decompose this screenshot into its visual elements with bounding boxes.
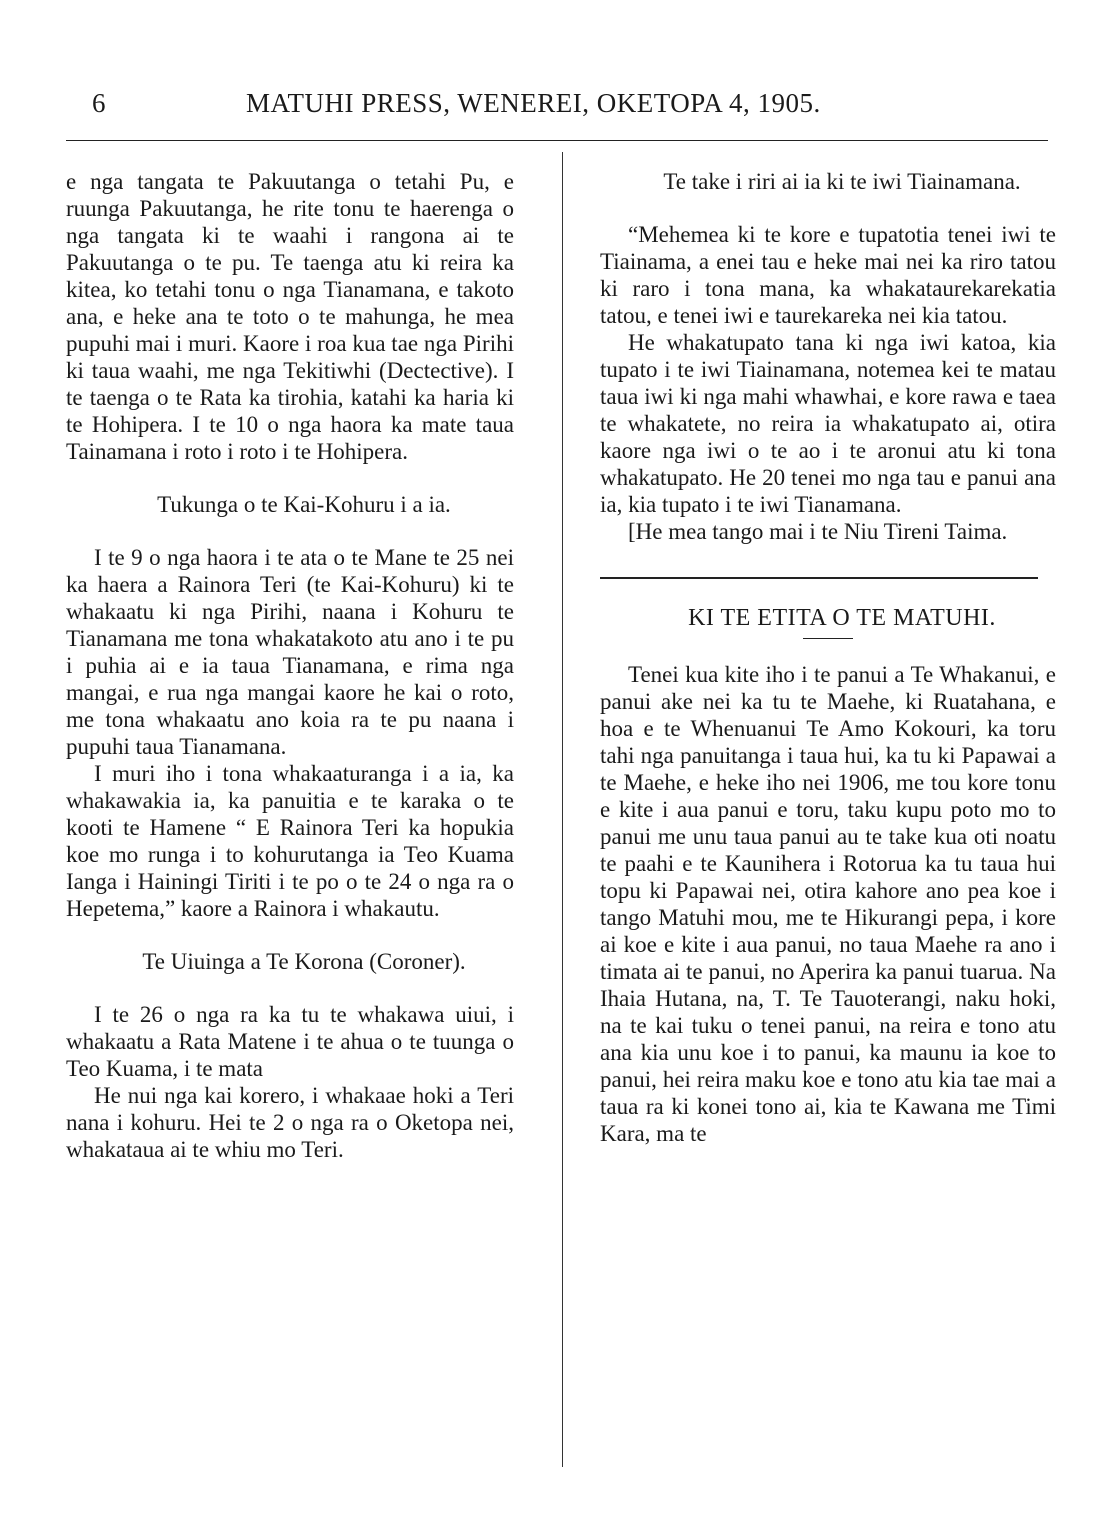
right-paragraph-2: “Mehemea ki te kore e tupatotia tenei iwi te Tiainama, a enei tau e heke mai nei ka riro tatou ki raro i tona mana, ka whakataurekarekatia tatou, e tenei iwi e taurekareka nei kia tatou. [600, 222, 1056, 328]
left-paragraph-2: I te 9 o nga haora i te ata o te Mane te 25 nei ka haera a Rainora Teri (te Kai-Kohuru) ki te whakaatu ki nga Pirihi, naana i Kohuru te Tianamana me tona whakatakoto atu ano i te pu i puhia ai e ia taua Tianamana, e rima nga mangai, e rua nga mangai kaore he kai o roto, me tona whakaatu ano koia ra te pu naana i pupuhi taua Tianamana. [66, 545, 514, 759]
right-column [600, 168, 1056, 1147]
right-paragraph-3: He whakatupato tana ki nga iwi katoa, kia tupato i te iwi Tiainamana, notemea kei te matau taua iwi ki nga mahi whawhai, e kore rawa e taea te whakatete, no reira ia whakatupato ai, otira kaore nga iwi o te ao i te aronui atu ki tona whakatupato. He 20 tenei mo nga tau e panui ana ia, kia tupato i te iwi Tianamana. [600, 330, 1056, 517]
column-divider [562, 152, 563, 1467]
masthead: MATUHI PRESS, WENEREI, OKETOPA 4, 1905. [246, 88, 821, 118]
left-subheading-2: Te Uiuinga a Te Korona (Coroner). [142, 949, 466, 974]
section-title: KI TE ETITA O TE MATUHI. [688, 605, 996, 631]
page-header [60, 88, 1050, 128]
section-rule [600, 577, 1038, 579]
page-number: 6 [92, 88, 106, 118]
left-paragraph-4: I te 26 o nga ra ka tu te whakawa uiui, i whakaatu a Rata Matene i te ahua o te tuunga o Teo Kuama, i te mata [66, 1002, 514, 1081]
left-paragraph-3: I muri iho i tona whakaaturanga i a ia, ka whakawakia ia, ka panuitia e te karaka o te kooti te Hamene “ E Rainora Teri ka hopukia koe mo runga i to kohurutanga ia Teo Kuama Ianga i Hainingi Tiriti i te po o te 24 o nga ra o Hepetema,” kaore a Rainora i whakautu. [66, 761, 514, 921]
left-column [66, 168, 514, 1163]
title-underline [803, 638, 853, 639]
right-paragraph-1: Te take i riri ai ia ki te iwi Tiainamana. [663, 169, 1021, 194]
left-paragraph-5: He nui nga kai korero, i whakaae hoki a Teri nana i kohuru. Hei te 2 o nga ra o Oketopa nei, whakataua ai te whiu mo Teri. [66, 1083, 514, 1162]
right-paragraph-4: [He mea tango mai i te Niu Tireni Taima. [628, 519, 1008, 544]
left-subheading-1: Tukunga o te Kai-Kohuru i a ia. [157, 492, 451, 517]
header-rule [66, 140, 1048, 141]
right-paragraph-5: Tenei kua kite iho i te panui a Te Whakanui, e panui ake nei ka tu te Maehe, ki Ruatahana, e hoa e te Whenuanui Te Amo Kokouri, ka toru tahi nga panuitanga i taua hui, ka tu ki Papawai a te Maehe, e heke iho nei 1906, me tou kore tonu e kite i aua panui e toru, taku kupu poto mo to panui me unu taua panui au te take kua oti noatu te paahi e te Kaunihera i Rotorua ka tu taua hui topu ki Papawai nei, otira kahore ano pea koe i tango Matuhi mou, me te Hikurangi pepa, i kore ai koe e kite i aua panui, no taua Maehe ra ano i timata ai te panui, no Aperira ka panui tuarua. Na Ihaia Hutana, na, T. Te Tauoterangi, naku hoki, na te kai tuku o tenei panui, na reira e tono atu ana kia unu koe i to panui, ka maunu ia koe to panui, hei reira maku koe e tono atu kia tae mai a taua ra ki konei tono ai, kia te Kawana me Timi Kara, ma te [600, 662, 1056, 1146]
left-paragraph-1: e nga tangata te Pakuutanga o tetahi Pu, e ruunga Pakuutanga, he rite tonu te haerenga o nga tangata ki te waahi i rangona ai te Pakuutanga o te pu. Te taenga atu ki reira ka kitea, ko tetahi tonu o nga Tianamana, e takoto ana, e heke ana te toto o te mahunga, he mea pupuhi mai i muri. Kaore i roa kua tae nga Pirihi ki taua waahi, me nga Tekitiwhi (Dectective). I te taenga o te Rata ka tirohia, katahi ka haria ki te Hohipera. I te 10 o nga haora ka mate taua Tainamana i roto i roto i te Hohipera. [66, 169, 514, 464]
